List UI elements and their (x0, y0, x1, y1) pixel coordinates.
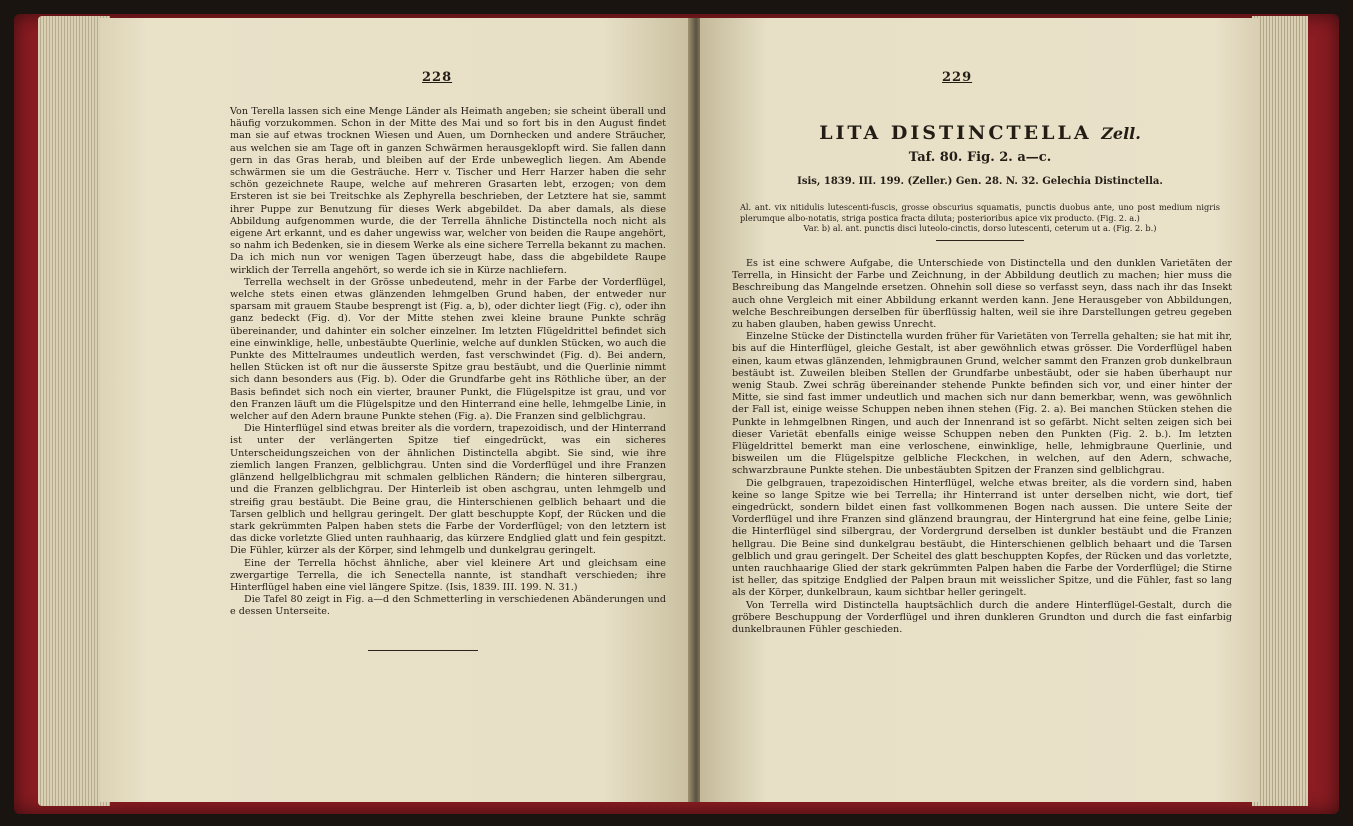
page-edges-right (1252, 16, 1308, 806)
left-paragraph: Von Terella lassen sich eine Menge Länder als Heimath angeben; sie scheint überall und häufig vorzukommen. Schon in der Mitte des Mai und so fort bis in den August findet man sie auf etwas trocknen Wiesen und Auen, um Dornhecken und andere Sträucher, aus welchen sie am Tage oft in ganzen Schwärmen herausgeklopft wird. Sie fallen dann gern in das Gras herab, und bleiben auf der Erde unbeweglich liegen. Am Abende schwärmen sie um die Gesträuche. Herr v. Tischer und Herr Harzer haben die sehr schön gezeichnete Raupe, welche auf mehreren Grasarten lebt, erzogen; von dem Ersteren ist sie bei Treitschke als Zephyrella beschrieben, der Letztere hat sie, sammt ihrer Puppe zur Benutzung für dieses Werk abgebildet. Da aber damals, als diese Abbildung aufgenommen wurde, die der Terrella ähnliche Distinctella noch nicht als eigene Art erkannt, und es daher ungewiss war, welcher von beiden die Raupe angehört, so nahm ich Bedenken, sie in diesem Werke als eine sichere Terrella bekannt zu machen. Da ich mich nun vor wenigen Tagen überzeugt habe, dass die abgebildete Raupe wirklich der Terrella angehört, so werde ich sie in Kürze nachliefern. (230, 106, 666, 276)
left-page-number: 228 (422, 70, 453, 85)
right-paragraph: Es ist eine schwere Aufgabe, die Unterschiede von Distinctella und den dunklen Varietäten der Terrella, in Hinsicht der Farbe und Zeichnung, in der Abbildung deutlich zu machen; hier muss die Beschreibung das Mangelnde ersetzen. Ohnehin soll diese so verfasst seyn, dass nach ihr das Insekt auch ohne Vergleich mit einer Abbildung erkannt werden kann. Jene Herausgeber von Abbildungen, welche Beschreibungen derselben für überflüssig halten, weil sie ihre Darstellungen getreu gegeben zu haben glauben, haben gewiss Unrecht. (732, 258, 1232, 331)
right-paragraph: Von Terrella wird Distinctella hauptsächlich durch die andere Hinterflügel-Gestalt, durch die gröbere Beschuppung der Vorderflügel und ihren dunkleren Grundton und durch die fast einfarbig dunkelbraunen Fühler geschieden. (732, 599, 1232, 636)
species-title (700, 122, 1260, 144)
literature-citation: Isis, 1839. III. 199. (Zeller.) Gen. 28. N. 32. Gelechia Distinctella. (797, 176, 1163, 187)
diagnosis-line: Al. ant. vix nitidulis lutescenti-fuscis, grosse obscurius squamatis, punctis duobus ante, uno post medium nigris plerumque albo-notatis, striga postica fracta diluta; posterioribus apice vix producto. (Fig. 2. a.) (740, 202, 1220, 223)
right-page-body (732, 258, 1232, 636)
species-name: LITA DISTINCTELLA (819, 122, 1092, 144)
left-paragraph: Eine der Terrella höchst ähnliche, aber viel kleinere Art und gleichsam eine zwergartige Terrella, die ich Senectella nannte, ist standhaft verschieden; ihre Hinterflügel haben eine viel längere Spitze. (Isis, 1839. III. 199. N. 31.) (230, 557, 666, 593)
left-page (100, 18, 692, 802)
right-paragraph: Einzelne Stücke der Distinctella wurden früher für Varietäten von Terrella gehalten; sie hat mit ihr, bis auf die Hinterflügel, gleiche Gestalt, ist aber gewöhnlich etwas grösser. Die Vorderflügel haben einen, kaum etwas glänzenden, lehmigbraunen Grund, welcher sammt den Franzen grob dunkelbraun bestäubt ist. Zuweilen bleiben Stellen der Grundfarbe unbestäubt, oder sie haben überhaupt nur wenig Staub. Zwei schräg übereinander stehende Punkte befinden sich vor, und einer hinter der Mitte, sie sind fast immer undeutlich und machen sich nur dann bemerkbar, wenn, was gewöhnlich der Fall ist, einige weisse Schuppen neben ihnen stehen (Fig. 2. a). Bei manchen Stücken stehen die Punkte in lehmgelbnen Ringen, und auch der Innenrand ist so gefärbt. Nicht selten zeigen sich bei dieser Varietät ebenfalls einige weisse Schuppen neben den Punkten (Fig. 2. b.). Im letzten Flügeldrittel bemerkt man eine verloschene, einwinklige, helle, lehmigbraune Querlinie, und bisweilen um die Flügelspitze gelbliche Fleckchen, in welchen, auf den Adern, schwache, schwarzbraune Punkte stehen. Die unbestäubten Spitzen der Franzen sind gelblichgrau. (732, 331, 1232, 477)
right-page-number: 229 (942, 70, 973, 85)
left-paragraph: Die Hinterflügel sind etwas breiter als die vordern, trapezoidisch, und der Hinterrand ist unter der verlängerten Spitze tief eingedrückt, was ein sicheres Unterscheidungszeichen von der ähnlichen Distinctella abgibt. Sie sind, wie ihre ziemlich langen Franzen, gelblichgrau. Unten sind die Vorderflügel und ihre Franzen glänzend hellgelblichgrau mit schmalen gelblichen Rändern; die hinteren silbergrau, und die Franzen gelblichgrau. Der Hinterleib ist oben aschgrau, unten lehmgelb und streifig grau bestäubt. Die Beine grau, die Hinterschienen gelblich behaart und die Tarsen gelblich und hellgrau geringelt. Der glatt beschuppte Kopf, der Rücken und die stark gekrümmten Palpen haben stets die Farbe der Vorderflügel; von den letztern ist das dicke vorletzte Glied unten rauhhaarig, das kürzere Endglied glatt und fein gespitzt. Die Fühler, kürzer als der Körper, sind lehmgelb und dunkelgrau geringelt. (230, 423, 666, 557)
right-page (700, 18, 1260, 802)
latin-diagnosis (740, 202, 1220, 234)
plate-reference: Taf. 80. Fig. 2. a—c. (908, 150, 1052, 165)
section-rule (936, 240, 1024, 241)
left-paragraph: Terrella wechselt in der Grösse unbedeutend, mehr in der Farbe der Vorderflügel, welche stets einen etwas glänzenden lehmgelben Grund haben, der entweder nur sparsam mit grauem Staube besprengt ist (Fig. a, b), oder dichter liegt (Fig. c), oder ihn ganz bedeckt (Fig. d). Vor der Mitte stehen zwei kleine braune Punkte schräg übereinander, und dahinter ein solcher einzelner. Im letzten Flügeldrittel befindet sich eine einwinklige, helle, unbestäubte Querlinie, welche auf dunklen Stücken, wo auch die Punkte des Mittelraumes undeutlich werden, fast verschwindet (Fig. d). Bei andern, hellen Stücken ist oft nur die äusserste Spitze grau bestäubt, und die Querlinie nimmt sich dann besonders aus (Fig. b). Oder die Grundfarbe geht ins Röthliche über, an der Basis befindet sich noch ein vierter, brauner Punkt, die Flügelspitze ist grau, und vor den Franzen läuft um die Flügelspitze und den Hinterrand eine helle, lehmgelbe Linie, in welcher auf den Adern braune Punkte stehen (Fig. a). Die Franzen sind gelblichgrau. (230, 276, 666, 423)
diagnosis-line: Var. b) al. ant. punctis disci luteolo-cinctis, dorso lutescenti, ceterum ut a. (Fig. 2. b.) (803, 223, 1157, 234)
species-author: Zell. (1101, 124, 1141, 143)
left-page-body (230, 106, 666, 619)
closing-rule (368, 650, 478, 651)
left-paragraph: Die Tafel 80 zeigt in Fig. a—d den Schmetterling in verschiedenen Abänderungen und e dessen Unterseite. (230, 594, 666, 618)
right-paragraph: Die gelbgrauen, trapezoidischen Hinterflügel, welche etwas breiter, als die vordern sind, haben keine so lange Spitze wie bei Terrella; ihr Hinterrand ist unter derselben nicht, wie dort, tief eingedrückt, sondern bildet einen fast vollkommenen Bogen nach aussen. Die untere Seite der Vorderflügel und ihre Franzen sind glänzend braungrau, der Hintergrund hat eine feine, gelbe Linie; die Hinterflügel sind silbergrau, der Vordergrund derselben ist dunkler bestäubt und die Franzen hellgrau. Die Beine sind dunkelgrau bestäubt, die Hinterschienen gelblich behaart und die Tarsen gelblich und grau geringelt. Der Scheitel des glatt beschuppten Kopfes, der Rücken und das vorletzte, unten rauchhaarige Glied der stark gekrümmten Palpen haben die Farbe der Vorderflügel; die Stirne ist heller, das spitzige Endglied der Palpen braun mit weisslicher Spitze, und die Fühler, fast so lang als der Körper, dunkelbraun, kaum sichtbar heller geringelt. (732, 477, 1232, 599)
